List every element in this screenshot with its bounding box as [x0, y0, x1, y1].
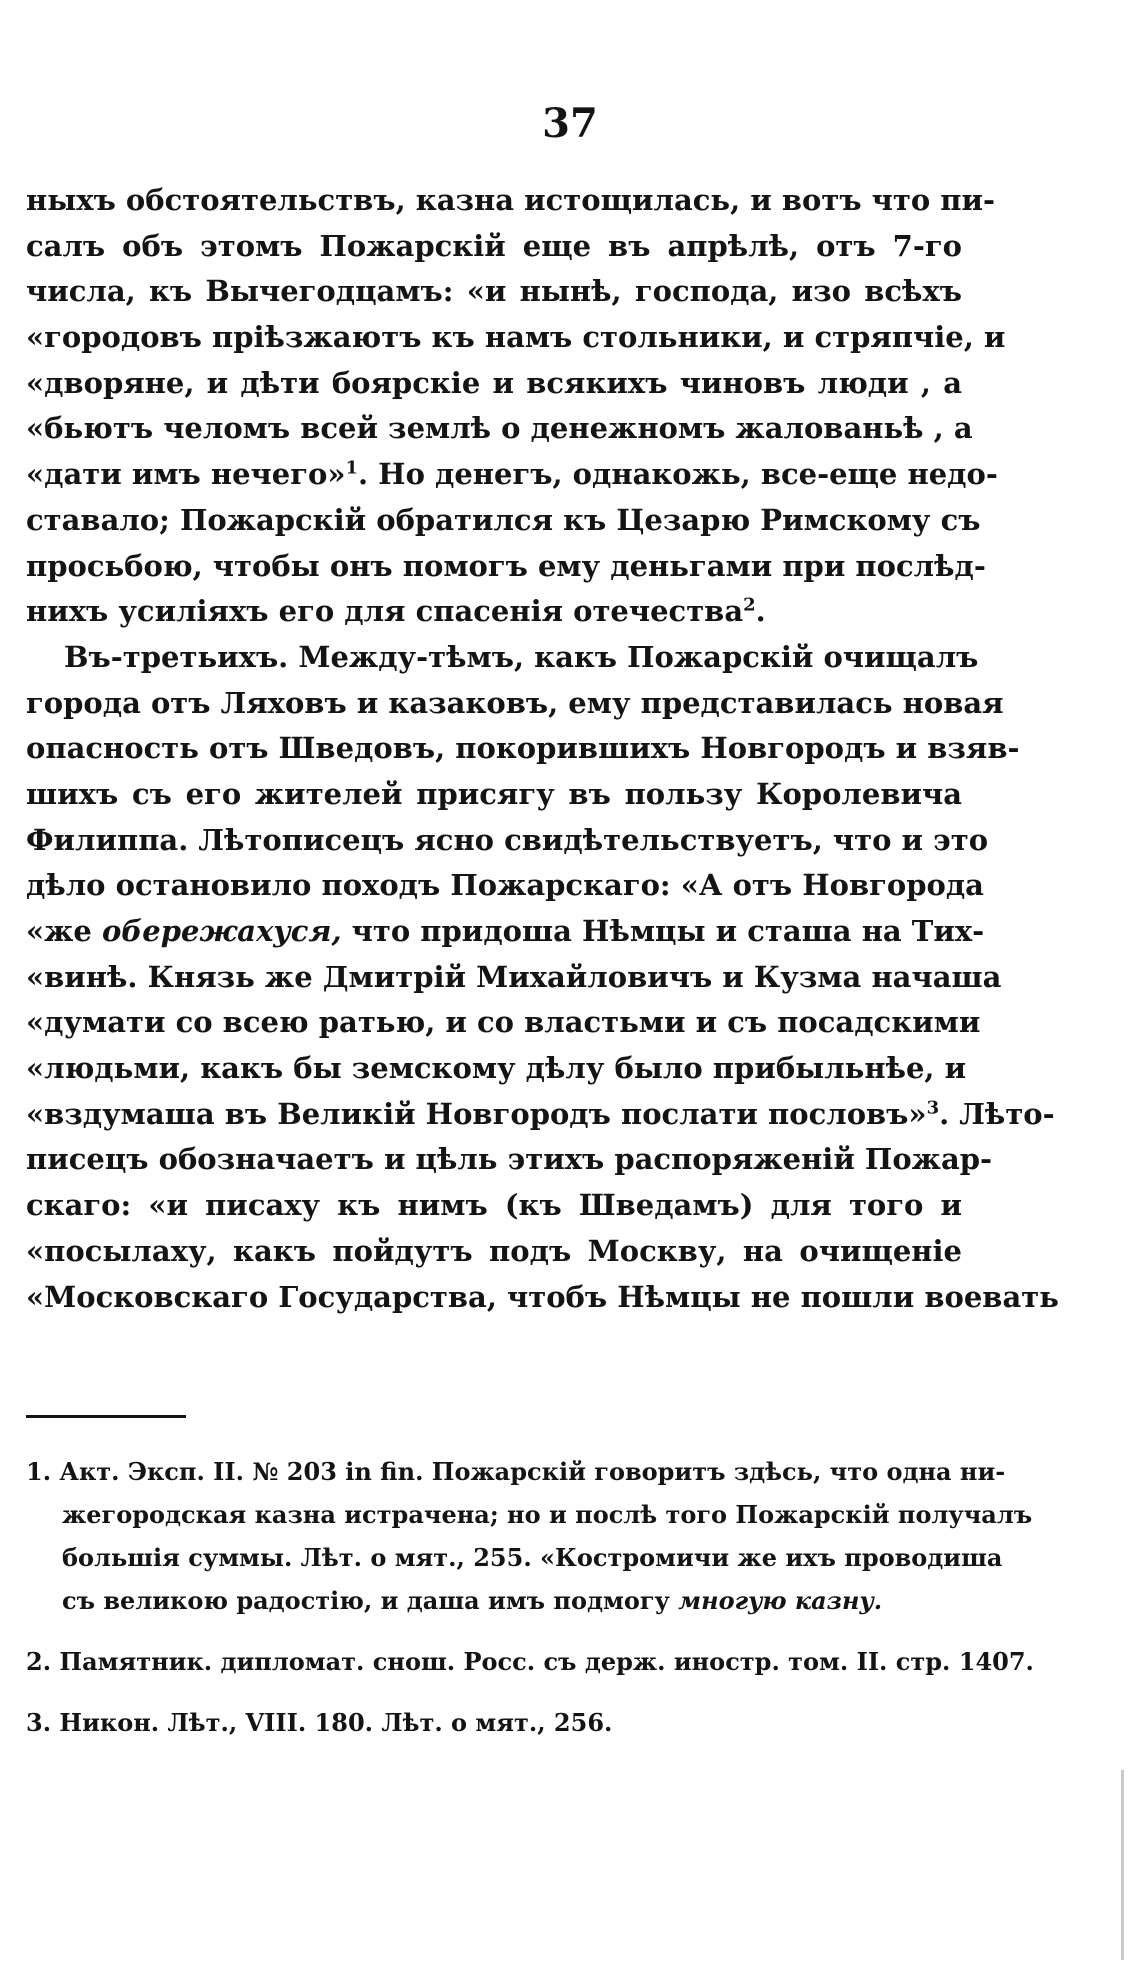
- text-line: просьбою, чтобы онъ помогъ ему деньгами при послѣд-: [26, 548, 986, 583]
- footnote-2: [26, 1640, 1034, 1683]
- text-line: «городовъ пріѣзжаютъ къ намъ стольники, и стряпчіе, и: [26, 320, 1006, 355]
- text-line: ставало; Пожарскій обратился къ Цезарю Римскому съ: [26, 502, 981, 537]
- footnote-3: [26, 1701, 962, 1744]
- main-text: [26, 178, 1059, 1320]
- footnote-line: жегородская казна истрачена; но и послѣ того Пожарскій получалъ: [62, 1500, 1033, 1529]
- text-line: [26, 589, 962, 635]
- text-line: писецъ обозначаетъ и цѣль этихъ распоряженій Пожар-: [26, 1142, 993, 1177]
- text-line: «думати со всею ратью, и со властьми и съ посадскими: [26, 1005, 981, 1040]
- footnote-marker-1: 1: [345, 457, 358, 479]
- footnote-line: 1. Акт. Эксп. II. № 203 in fin. Пожарскій говоритъ здѣсь, что одна ни-: [26, 1457, 1006, 1486]
- text-line: [26, 1092, 1055, 1138]
- footnote-marker-3: 3: [926, 1097, 940, 1119]
- footnote-line: 3. Никон. Лѣт., VIII. 180. Лѣт. о мят., 256.: [26, 1708, 613, 1737]
- italic-text: обережахуся,: [101, 914, 342, 948]
- page-edge-mark: [1121, 1770, 1124, 1960]
- text-line: скаго: «и писаху къ нимъ (къ Шведамъ) для того и: [26, 1188, 962, 1223]
- text-fragment: . Лѣто-: [939, 1096, 1055, 1131]
- text-line: «винѣ. Князь же Дмитрій Михайловичъ и Кузма начаша: [26, 959, 1002, 994]
- footnote-line: 2. Памятник. дипломат. снош. Росс. съ держ. иностр. том. II. стр. 1407.: [26, 1647, 1034, 1676]
- footnote-divider: [26, 1415, 186, 1418]
- text-fragment: съ великою радостію, и даша имъ подмогу: [62, 1586, 670, 1615]
- text-line: города отъ Ляховъ и казаковъ, ему представилась новая: [26, 685, 1004, 720]
- text-line: [26, 909, 985, 955]
- footnote-marker-2: 2: [743, 594, 756, 616]
- text-line: салъ объ этомъ Пожарскій еще въ апрѣлѣ, отъ 7-го: [26, 228, 962, 263]
- text-line: числа, къ Вычегодцамъ: «и нынѣ, господа, изо всѣхъ: [26, 274, 962, 309]
- text-line: опасность отъ Шведовъ, покорившихъ Новгородъ и взяв-: [26, 731, 1020, 766]
- text-fragment: . Но денегъ, однакожь, все-еще недо-: [357, 457, 998, 492]
- footnote-line: [26, 1579, 962, 1622]
- text-fragment: «же: [26, 914, 92, 948]
- footnotes: [26, 1450, 1034, 1762]
- footnote-1: [26, 1450, 1033, 1622]
- text-fragment: «вздумаша въ Великій Новгородъ послати пословъ»: [26, 1096, 927, 1131]
- text-line: ныхъ обстоятельствъ, казна истощилась, и вотъ что пи-: [26, 183, 996, 217]
- footnote-line: большія суммы. Лѣт. о мят., 255. «Костромичи же ихъ проводиша: [62, 1543, 1003, 1572]
- italic-text: многую казну.: [678, 1586, 883, 1615]
- text-fragment: «дати имъ нечего»: [26, 457, 346, 492]
- text-fragment: нихъ усиліяхъ его для спасенія отечества: [26, 594, 744, 629]
- text-line: шихъ съ его жителей присягу въ пользу Королевича: [26, 776, 962, 811]
- text-line: Филиппа. Лѣтописецъ ясно свидѣтельствуетъ, что и это: [26, 822, 989, 857]
- text-fragment: .: [755, 594, 766, 629]
- text-line: «дворяне, и дѣти боярскіе и всякихъ чиновъ люди , а: [26, 365, 962, 400]
- page-number: 37: [542, 100, 598, 147]
- text-line: дѣло остановило походъ Пожарскаго: «А отъ Новгорода: [26, 868, 984, 903]
- text-line: «людьми, какъ бы земскому дѣлу было прибыльнѣе, и: [26, 1051, 967, 1086]
- text-line: [26, 452, 998, 498]
- text-fragment: что придоша Нѣмцы и сташа на Тих-: [351, 914, 985, 948]
- text-line: «Московскаго Государства, чтобъ Нѣмцы не пошли воевать: [26, 1279, 1059, 1314]
- text-line: Въ-третьихъ. Между-тѣмъ, какъ Пожарскій очищалъ: [64, 639, 979, 674]
- text-line: «бьютъ челомъ всей землѣ о денежномъ жалованьѣ , а: [26, 411, 973, 446]
- text-line: «посылаху, какъ пойдутъ подъ Москву, на очищеніе: [26, 1233, 962, 1268]
